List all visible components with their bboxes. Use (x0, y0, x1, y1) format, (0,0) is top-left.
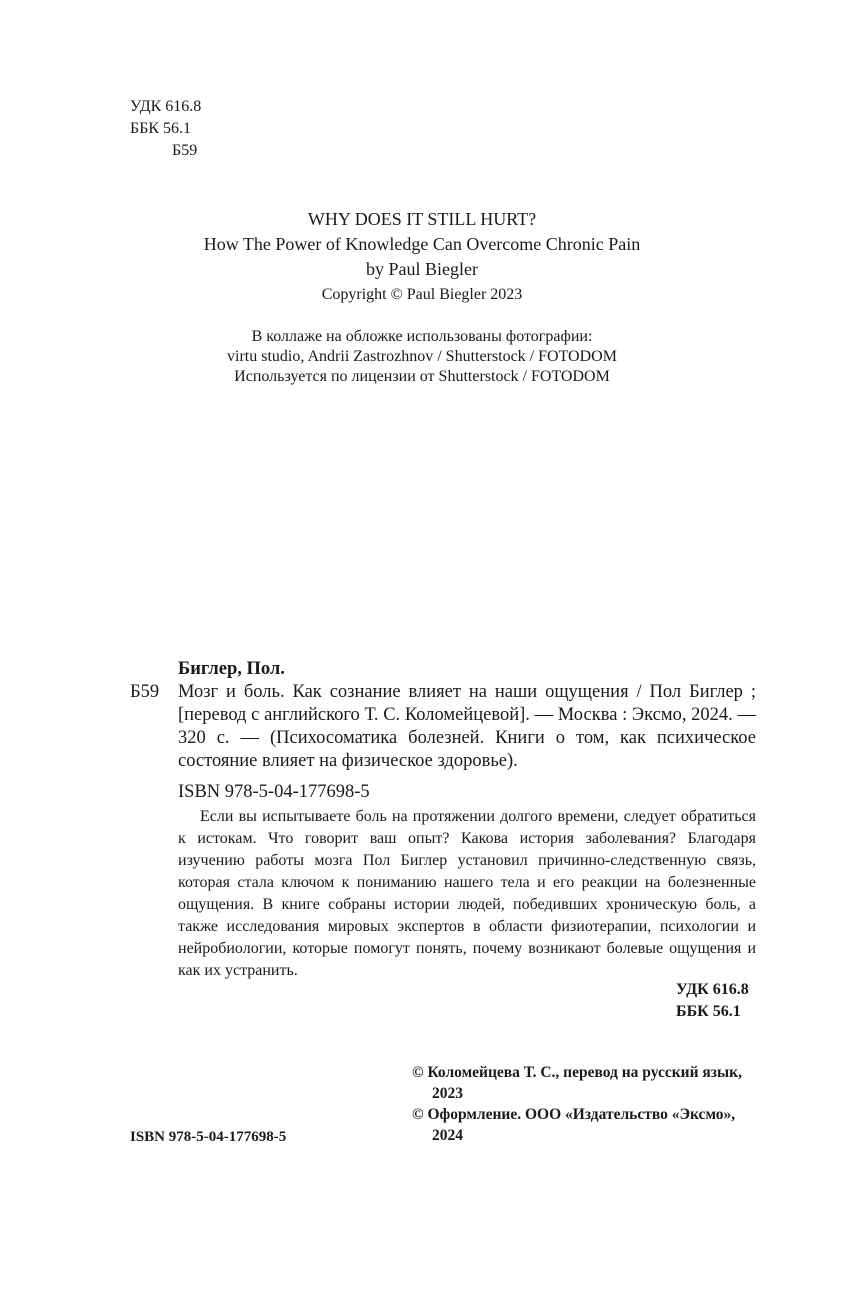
credits-line-1: В коллаже на обложке использованы фотографии: (251, 328, 593, 345)
original-subtitle: How The Power of Knowledge Can Overcome Chronic Pain (203, 234, 641, 254)
record-isbn: ISBN 978-5-04-177698-5 (178, 782, 370, 802)
record-description: Мозг и боль. Как сознание влияет на наши ощущения / Пол Биглер ; [перевод с английского Т. С. Коломейцевой]. — Москва : Эксмо, 2024. — 320 с. — (Психосоматика болезней. Книги о том, как психическое состояние влияет на физическое здоровье). (178, 682, 756, 771)
design-copyright: © Оформление. ООО «Издательство «Эксмо», 2024 (412, 1106, 736, 1144)
author-mark: Б59 (172, 142, 198, 159)
copyrights-block (412, 1062, 757, 1146)
translation-copyright: © Коломейцева Т. С., перевод на русский язык, 2023 (412, 1064, 742, 1102)
record-entry (130, 681, 756, 773)
credits-line-2: virtu studio, Andrii Zastrozhnov / Shutterstock / FOTODOM (227, 348, 617, 365)
credits-line-3: Используется по лицензии от Shutterstock / FOTODOM (234, 368, 610, 385)
record-code: Б59 (130, 682, 160, 702)
original-edition-block (0, 207, 844, 307)
original-title: WHY DOES IT STILL HURT? (307, 209, 537, 229)
classification-block (130, 96, 201, 162)
original-byline: by Paul Biegler (366, 259, 478, 279)
bbk-code: ББК 56.1 (130, 120, 192, 137)
annotation: Если вы испытываете боль на протяжении долгого времени, следует обратиться к истокам. Что говорит ваш опыт? Какова история заболевания? Благодаря изучению работы мозга Пол Биглер установил причинно-следственную связь, которая стала ключом к пониманию нашего тела и его реакции на болезненные ощущения. В книге собраны истории людей, победивших хроническую боль, а также исследования мировых экспертов в области физиотерапии, психологии и нейробиологии, которые помогут понять, почему возникают болевые ощущения и как их устранить. (178, 808, 756, 979)
udk-code: УДК 616.8 (130, 98, 202, 115)
photo-credits (0, 327, 844, 387)
bibliographic-record (130, 658, 756, 804)
codes-right (676, 979, 749, 1023)
udk-code-right: УДК 616.8 (676, 981, 749, 998)
original-copyright: Copyright © Paul Biegler 2023 (321, 286, 523, 303)
bbk-code-right: ББК 56.1 (676, 1003, 741, 1020)
record-author: Биглер, Пол. (178, 659, 285, 679)
isbn-bottom: ISBN 978-5-04-177698-5 (130, 1129, 287, 1145)
